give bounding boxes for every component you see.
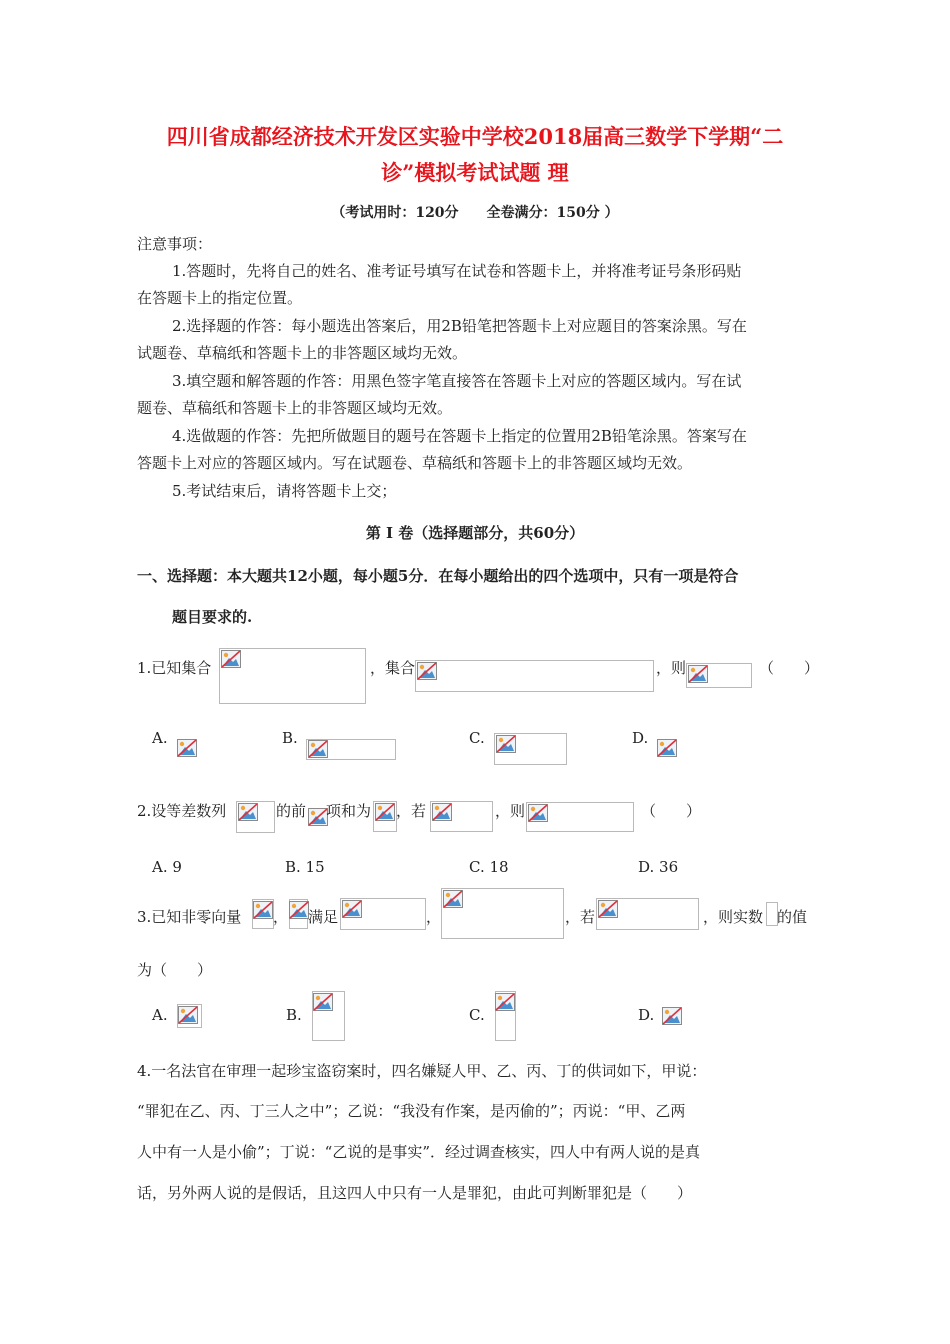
q1-option-a: A. [152, 729, 168, 747]
broken-image-icon [178, 1006, 198, 1024]
broken-image-icon [432, 803, 452, 821]
q2-option-a: A. 9 [152, 858, 182, 876]
notice-item-3b: 题卷、草稿纸和答题卡上的非答题区域均无效。 [137, 399, 453, 417]
q2-text-1: 2.设等差数列 [137, 802, 227, 820]
q2-option-c: C. 18 [469, 858, 509, 876]
q2-option-d: D. 36 [638, 858, 679, 876]
broken-image-icon [238, 803, 258, 821]
broken-image-icon [289, 901, 309, 919]
q1-option-c: C. [469, 729, 485, 747]
broken-image-icon [308, 740, 328, 758]
notice-item-2a: 2.选择题的作答：每小题选出答案后，用2B铅笔把答题卡上对应题目的答案涂黑。写在 [172, 317, 747, 335]
q2-text-2: 的前 [276, 802, 307, 820]
section-title: 第 I 卷（选择题部分，共60分） [365, 524, 585, 542]
q4-line-2: “罪犯在乙、丙、丁三人之中”；乙说：“我没有作案，是丙偷的”；丙说：“甲、乙两 [137, 1102, 686, 1120]
notice-heading: 注意事项： [137, 235, 213, 253]
q1-formula-set-b [415, 660, 654, 692]
q4-line-4: 话，另外两人说的是假话，且这四人中只有一人是罪犯，由此可判断罪犯是（ ） [137, 1184, 693, 1202]
q3-option-d: D. [638, 1006, 655, 1024]
q3-text-5: ，若 [565, 908, 596, 926]
broken-image-icon [177, 739, 197, 757]
broken-image-icon [662, 1007, 682, 1025]
notice-item-3a: 3.填空题和解答题的作答：用黑色签字笔直接答在答题卡上对应的答题区域内。写在试 [172, 372, 742, 390]
q2-text-4: ，若 [396, 802, 427, 820]
q3-text-3: 满足 [308, 908, 339, 926]
broken-image-icon [443, 890, 463, 908]
q3-text-8: 为（ ） [137, 961, 213, 979]
q2-text-3: 项和为 [326, 802, 372, 820]
broken-image-icon [417, 662, 437, 680]
q1-text-2: ，集合 [370, 659, 416, 677]
q3-text-4: ， [426, 908, 442, 926]
q4-line-3: 人中有一人是小偷”；丁说：“乙说的是事实”．经过调查核实，四人中有两人说的是真 [137, 1143, 701, 1161]
broken-image-icon [496, 735, 516, 753]
q3-option-c: C. [469, 1006, 485, 1024]
q1-option-b: B. [282, 729, 298, 747]
title-line-1: 四川省成都经济技术开发区实验中学校2018届高三数学下学期“二 [166, 124, 784, 149]
notice-item-1b: 在答题卡上的指定位置。 [137, 289, 303, 307]
exam-info: （考试用时：120分 全卷满分：150分 ） [331, 205, 619, 221]
q1-answer-paren: （ ） [759, 659, 820, 677]
q3-option-b: B. [286, 1006, 302, 1024]
broken-image-icon [253, 901, 273, 919]
title-line-2: 诊”模拟考试试题 理 [381, 160, 569, 185]
broken-image-icon [657, 739, 677, 757]
notice-item-4a: 4.选做题的作答：先把所做题目的题号在答题卡上指定的位置用2B铅笔涂黑。答案写在 [172, 427, 747, 445]
broken-image-icon [375, 803, 395, 821]
part-one-instructions-b: 题目要求的. [172, 608, 253, 626]
q3-text-1: 3.已知非零向量 [137, 908, 242, 926]
notice-item-1a: 1.答题时，先将自己的姓名、准考证号填写在试卷和答题卡上，并将准考证号条形码贴 [172, 262, 742, 280]
q3-text-7: 的值 [777, 908, 808, 926]
q1-option-d: D. [632, 729, 649, 747]
broken-image-icon [221, 650, 241, 668]
q2-option-b: B. 15 [285, 858, 325, 876]
broken-image-icon [598, 900, 618, 918]
broken-image-icon [495, 993, 515, 1011]
q4-line-1: 4.一名法官在审理一起珍宝盗窃案时，四名嫌疑人甲、乙、丙、丁的供词如下，甲说： [137, 1062, 707, 1080]
notice-item-4b: 答题卡上对应的答题区域内。写在试题卷、草稿纸和答题卡上的非答题区域均无效。 [137, 454, 693, 472]
broken-image-icon [342, 900, 362, 918]
broken-image-icon [308, 808, 328, 826]
q3-option-a: A. [152, 1006, 168, 1024]
broken-image-icon [688, 665, 708, 683]
q3-text-2: ， [273, 908, 289, 926]
part-one-instructions-a: 一、选择题：本大题共12小题，每小题5分．在每小题给出的四个选项中，只有一项是符合 [137, 567, 739, 585]
q1-text-1: 1.已知集合 [137, 659, 212, 677]
notice-item-2b: 试题卷、草稿纸和答题卡上的非答题区域均无效。 [137, 344, 468, 362]
q2-answer-paren: （ ） [641, 802, 702, 820]
broken-image-icon [528, 804, 548, 822]
broken-image-icon [313, 993, 333, 1011]
q2-text-5: ，则 [495, 802, 526, 820]
q3-text-6: ，则实数 [703, 908, 764, 926]
notice-item-5: 5.考试结束后，请将答题卡上交； [172, 482, 397, 500]
q1-formula-set-a [219, 648, 366, 704]
q1-text-3: ，则 [656, 659, 687, 677]
